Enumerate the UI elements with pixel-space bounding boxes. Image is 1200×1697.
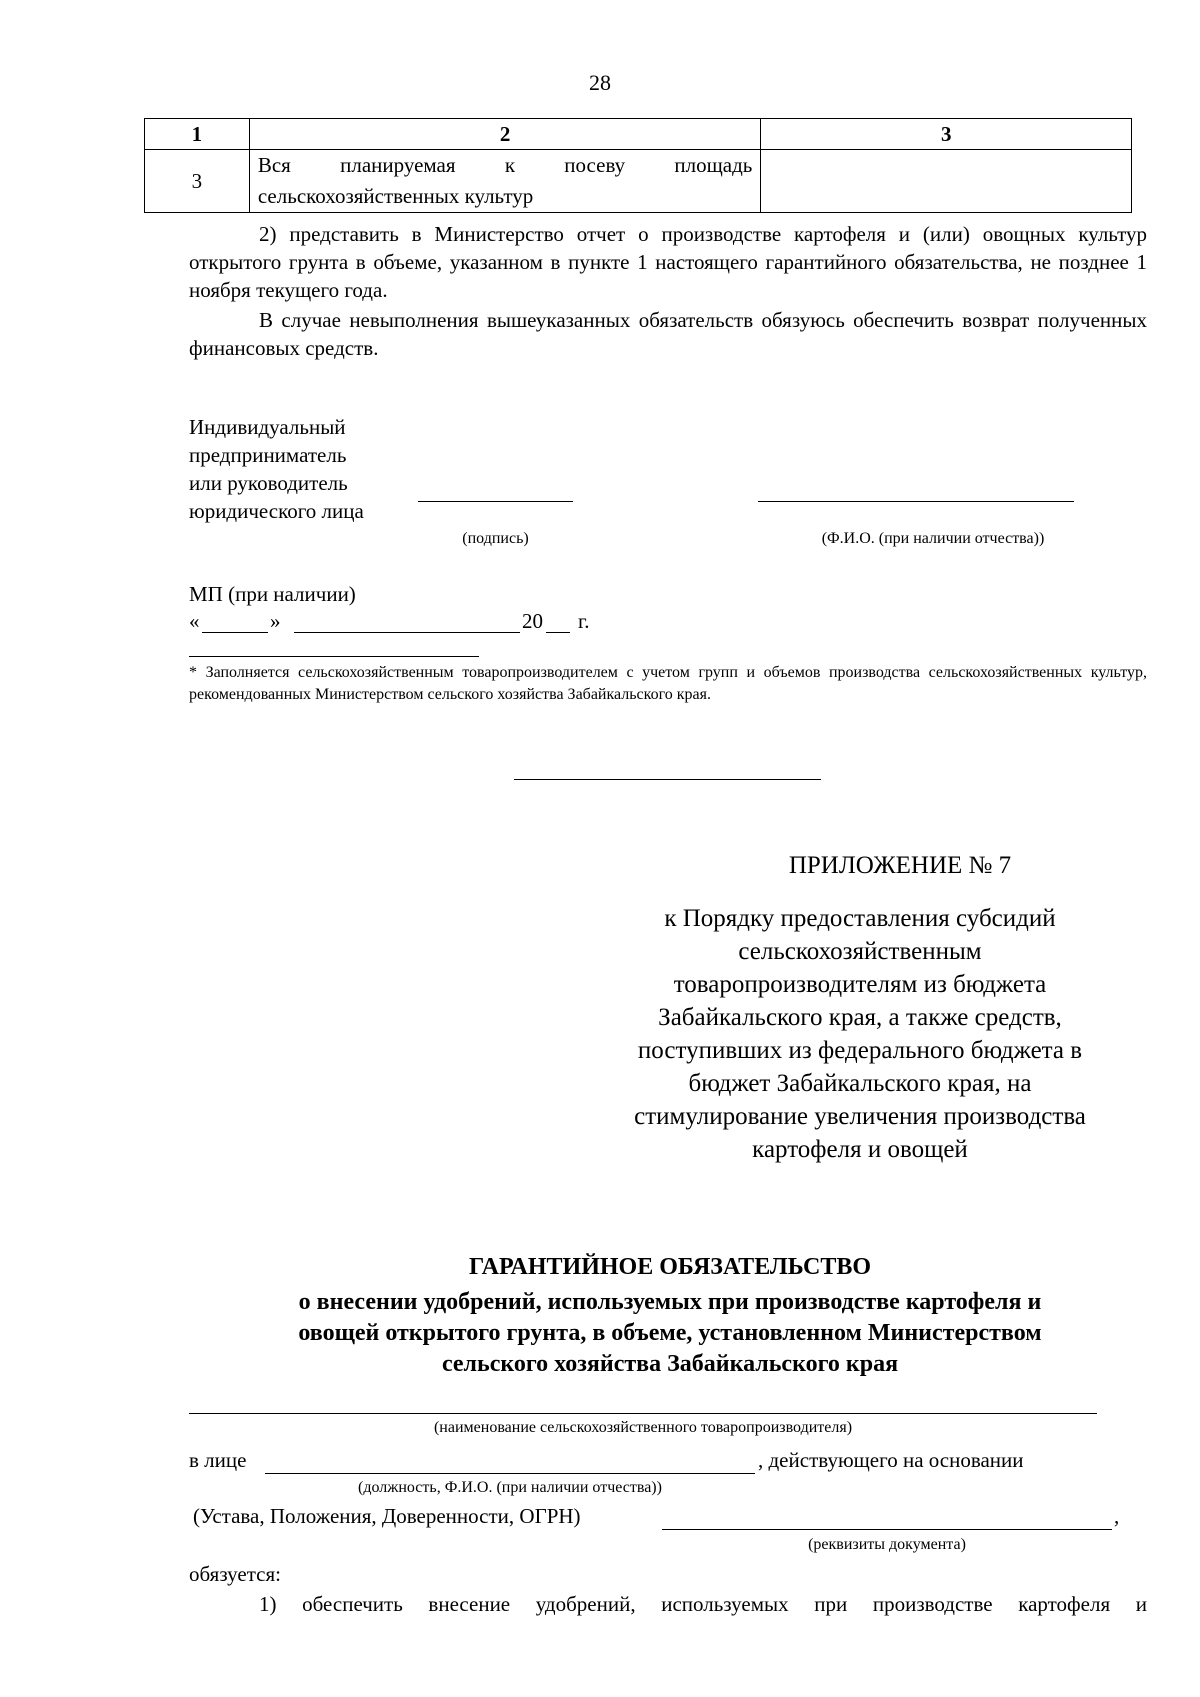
date-open-quote: « bbox=[189, 609, 200, 633]
producer-name-line bbox=[189, 1413, 1097, 1414]
subtitle-line: сельского хозяйства Забайкальского края bbox=[441, 1351, 899, 1377]
signatory-label-line: предприниматель bbox=[189, 443, 347, 467]
acting-basis-label: , действующего на основании bbox=[758, 1448, 1024, 1472]
word: к bbox=[504, 153, 516, 177]
in-person-label: в лице bbox=[189, 1448, 247, 1472]
obliges-label: обязуется: bbox=[189, 1562, 281, 1586]
word: посеву bbox=[564, 153, 626, 177]
signatory-label bbox=[189, 413, 364, 525]
table-header-cell: 3 bbox=[761, 119, 1132, 150]
appendix-line: бюджет Забайкальского края, на bbox=[688, 1070, 1032, 1097]
subtitle-line: о внесении удобрений, используемых при производстве картофеля и bbox=[298, 1289, 1042, 1315]
date-year-suffix: г. bbox=[578, 609, 590, 633]
document-subtitle bbox=[190, 1287, 1150, 1380]
fio-caption: (Ф.И.О. (при наличии отчества)) bbox=[821, 530, 1045, 547]
section-divider bbox=[514, 779, 821, 780]
table-header-row bbox=[145, 119, 1132, 150]
appendix-line: поступивших из федерального бюджета в bbox=[637, 1037, 1083, 1064]
paragraph-refund: В случае невыполнения вышеуказанных обязательств обязуюсь обеспечить возврат полученных финансовых средств. bbox=[189, 308, 1147, 360]
requisites-line bbox=[662, 1529, 1112, 1530]
footnote-separator bbox=[189, 656, 479, 657]
appendix-line: Забайкальского края, а также средств, bbox=[658, 1004, 1062, 1031]
appendix-line: картофеля и овощей bbox=[752, 1136, 968, 1163]
obligation-item-1: 1) обеспечить внесение удобрений, используемых при производстве картофеля и bbox=[259, 1592, 1147, 1616]
table-row bbox=[145, 150, 1132, 213]
signature-line bbox=[418, 501, 573, 502]
date-day-line bbox=[202, 632, 268, 633]
subtitle-line: овощей открытого грунта, в объеме, установленном Министерством bbox=[298, 1320, 1042, 1346]
row-description-line: сельскохозяйственных культур bbox=[257, 184, 534, 208]
date-close-quote: » bbox=[270, 609, 281, 633]
document-title: ГАРАНТИЙНОЕ ОБЯЗАТЕЛЬСТВО bbox=[468, 1254, 872, 1280]
paragraph-report: 2) представить в Министерство отчет о производстве картофеля и (или) овощных культур открытого грунта в объеме, указанном в пункте 1 настоящего гарантийного обязательства, не позднее 1 ноября текущего года. bbox=[189, 222, 1147, 302]
continuation-table bbox=[144, 118, 1132, 213]
signatory-label-line: Индивидуальный bbox=[189, 415, 346, 439]
row-number: 3 bbox=[145, 150, 250, 213]
appendix-line: к Порядку предоставления субсидий bbox=[664, 905, 1056, 932]
footnote: * Заполняется сельскохозяйственным товаропроизводителем с учетом групп и объемов производства сельскохозяйственных культур, рекомендованных Министерством сельского хозяйства Забайкальского края. bbox=[189, 664, 1147, 703]
requisites-caption: (реквизиты документа) bbox=[808, 1536, 966, 1553]
word: площадь bbox=[674, 153, 753, 177]
stamp-label: МП (при наличии) bbox=[189, 582, 356, 606]
appendix-line: сельскохозяйственным bbox=[738, 938, 982, 965]
date-year-line bbox=[546, 632, 570, 633]
row-description-line bbox=[258, 150, 753, 181]
requisites-comma: , bbox=[1114, 1504, 1120, 1528]
signature-caption: (подпись) bbox=[462, 530, 529, 547]
date-year-prefix: 20 bbox=[522, 609, 543, 633]
position-caption: (должность, Ф.И.О. (при наличии отчества)) bbox=[358, 1479, 662, 1496]
basis-documents-label: (Устава, Положения, Доверенности, ОГРН) bbox=[193, 1504, 581, 1528]
signatory-label-line: юридического лица bbox=[189, 499, 364, 523]
table-header-cell: 2 bbox=[249, 119, 761, 150]
producer-caption: (наименование сельскохозяйственного товаропроизводителя) bbox=[433, 1419, 853, 1436]
row-description bbox=[249, 150, 761, 213]
appendix-reference bbox=[590, 902, 1130, 1166]
table-header-cell: 1 bbox=[145, 119, 250, 150]
position-line bbox=[265, 1473, 755, 1474]
page-number: 28 bbox=[589, 70, 611, 95]
appendix-title: ПРИЛОЖЕНИЕ № 7 bbox=[788, 852, 1012, 879]
date-month-line bbox=[294, 632, 520, 633]
appendix-line: стимулирование увеличения производства bbox=[634, 1103, 1086, 1130]
signatory-label-line: или руководитель bbox=[189, 471, 348, 495]
word: Вся bbox=[257, 153, 291, 177]
row-value bbox=[761, 150, 1132, 213]
appendix-line: товаропроизводителям из бюджета bbox=[673, 971, 1047, 998]
word: планируемая bbox=[340, 153, 456, 177]
fio-line bbox=[758, 501, 1074, 502]
